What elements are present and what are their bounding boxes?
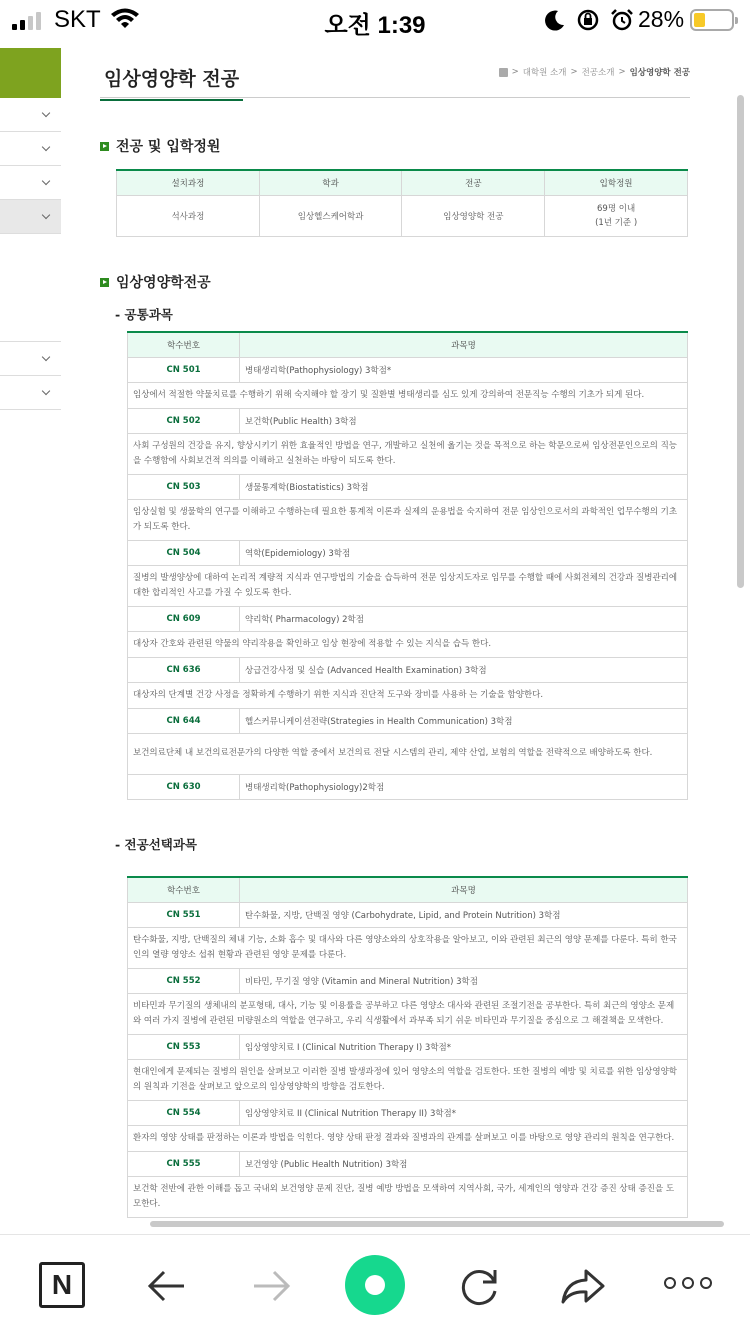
course-code: CN 502: [128, 408, 240, 433]
green-dot-button[interactable]: [345, 1255, 405, 1315]
course-row: [128, 357, 688, 382]
battery-icon: [690, 9, 734, 31]
course-name: 비타민, 무기질 영양 (Vitamin and Mineral Nutrition) 3학점: [240, 968, 688, 993]
course-description-row: [128, 1125, 688, 1151]
course-code: CN 553: [128, 1034, 240, 1059]
section-title-major: 임상영양학전공: [100, 272, 211, 292]
course-code: CN 644: [128, 708, 240, 733]
course-row: [128, 606, 688, 631]
course-row: [128, 408, 688, 433]
course-description: 사회 구성원의 건강을 유지, 향상시키기 위한 효율적인 방법을 연구, 개발하고 실천에 옮기는 것을 목적으로 하는 학문으로써 임상전문인으로의 직능을 수행함에 사회보건적 의의를 이해하고 실천하는 바탕이 되도록 한다.: [128, 433, 688, 474]
table-cell: 임상영양학 전공: [402, 195, 545, 236]
bullet-arrow-icon: [100, 278, 109, 287]
chevron-down-icon: [42, 143, 50, 151]
page-header: [100, 48, 690, 98]
course-row: [128, 708, 688, 733]
course-code: CN 501: [128, 357, 240, 382]
course-description-row: [128, 733, 688, 774]
subsection-title-common: - 공통과목: [115, 307, 173, 322]
course-description: 보건학 전반에 관한 이해를 돕고 국내외 보건영양 문제 진단, 질병 예방 방법을 모색하여 지역사회, 국가, 세계인의 영양과 건강 증진 상태 증진을 도모한다.: [128, 1176, 688, 1217]
bullet-arrow-icon: [100, 142, 109, 151]
refresh-icon[interactable]: [454, 1261, 504, 1311]
table-header: 설치과정: [117, 170, 260, 195]
course-description-row: [128, 433, 688, 474]
chevron-down-icon: [42, 387, 50, 395]
course-description: 탄수화물, 지방, 단백질의 체내 기능, 소화 흡수 및 대사와 다른 영양소와의 상호작용을 알아보고, 이와 관련된 최근의 영양 문제를 다룬다. 특히 한국인의 열량 영양소 섭취 현황과 관련된 영양 문제를 다룬다.: [128, 927, 688, 968]
horizontal-scrollbar[interactable]: [150, 1221, 724, 1227]
course-code: CN 609: [128, 606, 240, 631]
sidebar-header: [0, 48, 61, 98]
course-code: CN 552: [128, 968, 240, 993]
sidebar-item-2[interactable]: [0, 132, 61, 166]
table-cell: 임상헬스케어학과: [259, 195, 402, 236]
breadcrumb-item[interactable]: 대학원 소개: [522, 68, 567, 78]
table-cell: 석사과정: [117, 195, 260, 236]
chevron-down-icon: [42, 211, 50, 219]
course-name: 약리학( Pharmacology) 2학점: [240, 606, 688, 631]
chevron-down-icon: [42, 177, 50, 185]
elective-courses-table: [127, 876, 688, 1218]
table-header: 과목명: [240, 877, 688, 902]
course-row: [128, 1034, 688, 1059]
alarm-clock-icon: [610, 8, 634, 32]
course-code: CN 551: [128, 902, 240, 927]
subsection-title-elective: - 전공선택과목: [115, 837, 197, 852]
vertical-scrollbar[interactable]: [737, 95, 744, 588]
status-bar: [0, 0, 750, 40]
course-row: [128, 902, 688, 927]
do-not-disturb-moon-icon: [544, 8, 566, 32]
battery-level-fill: [694, 13, 705, 27]
sidebar-item-5[interactable]: [0, 342, 61, 376]
table-header: 학과: [259, 170, 402, 195]
carrier-name: SKT: [54, 6, 101, 33]
back-arrow-icon[interactable]: [142, 1261, 192, 1311]
course-description-row: [128, 682, 688, 708]
course-description: 대상자 간호와 관련된 약물의 약리작용을 확인하고 임상 현장에 적용할 수 있는 지식을 습득 한다.: [128, 631, 688, 657]
course-description: 현대인에게 문제되는 질병의 원인을 살펴보고 이러한 질병 발생과정에 있어 영양소의 역할을 검토한다. 또한 질병의 예방 및 치료를 위한 임상영양학의 원칙과 기전을 살펴보고 앞으로의 임상영양학의 방향을 검토한다.: [128, 1059, 688, 1100]
course-description-row: [128, 631, 688, 657]
course-description: 보건의료단체 내 보건의료전문가의 다양한 역할 중에서 보건의료 전달 시스템의 관리, 제약 산업, 보험의 역할을 전략적으로 배양하도록 한다.: [128, 733, 688, 774]
course-name: 탄수화물, 지방, 단백질 영양 (Carbohydrate, Lipid, and Protein Nutrition) 3학점: [240, 902, 688, 927]
course-row: [128, 1151, 688, 1176]
course-description-row: [128, 1059, 688, 1100]
breadcrumb: > 대학원 소개 > 전공소개 > 임상영양학 전공: [499, 66, 690, 78]
course-description-row: [128, 993, 688, 1034]
naver-home-button[interactable]: N: [39, 1262, 85, 1308]
course-name: 보건학(Public Health) 3학점: [240, 408, 688, 433]
course-row: [128, 540, 688, 565]
sidebar-submenu-area: [0, 234, 61, 342]
status-time: 오전 1:39: [324, 12, 426, 39]
table-cell-quota: 69명 이내 (1년 기준 ): [545, 195, 688, 236]
course-row: [128, 474, 688, 499]
course-code: CN 554: [128, 1100, 240, 1125]
course-code: CN 630: [128, 774, 240, 799]
course-row: [128, 657, 688, 682]
table-header: 전공: [402, 170, 545, 195]
course-description: 대상자의 단계별 건강 사정을 정확하게 수행하기 위한 지식과 진단적 도구와 장비를 사용하 는 기술을 함양한다.: [128, 682, 688, 708]
course-description: 환자의 영양 상태를 판정하는 이론과 방법을 익힌다. 영양 상태 판정 결과와 질병과의 관계를 살펴보고 이를 바탕으로 영양 관리의 원칙을 연구한다.: [128, 1125, 688, 1151]
course-name: 병태생리학(Pathophysiology)2학점: [240, 774, 688, 799]
course-name: 보건영양 (Public Health Nutrition) 3학점: [240, 1151, 688, 1176]
course-code: CN 636: [128, 657, 240, 682]
main-content: [100, 48, 690, 1209]
table-header: 입학정원: [545, 170, 688, 195]
sidebar-item-4[interactable]: [0, 200, 61, 234]
course-description-row: [128, 565, 688, 606]
sidebar-item-1[interactable]: [0, 98, 61, 132]
course-description: 질병의 발생양상에 대하여 논리적 계량적 지식과 연구방법의 기술을 습득하여 전문 임상지도자로 임무를 수행할 때에 사회전체의 건강과 질병관리에 대한 합리적인 사고를 가질 수 있도록 한다.: [128, 565, 688, 606]
page-title: 임상영양학 전공: [100, 64, 243, 101]
course-name: 임상영양치료 II (Clinical Nutrition Therapy II) 3학점*: [240, 1100, 688, 1125]
orientation-lock-icon: [576, 8, 600, 32]
chevron-down-icon: [42, 109, 50, 117]
course-name: 임상영양치료 I (Clinical Nutrition Therapy I) 3학점*: [240, 1034, 688, 1059]
table-header: 학수번호: [128, 877, 240, 902]
course-description: 임상실험 및 생물학의 연구를 이해하고 수행하는데 필요한 통계적 이론과 실제의 운용법을 숙지하여 전문 임상인으로서의 과학적인 업무수행의 기초가 되도록 한다.: [128, 499, 688, 540]
course-code: CN 504: [128, 540, 240, 565]
course-name: 병태생리학(Pathophysiology) 3학점*: [240, 357, 688, 382]
quota-table: [116, 169, 688, 237]
left-sidebar: [0, 48, 61, 410]
home-icon[interactable]: [499, 68, 508, 77]
course-row: [128, 1100, 688, 1125]
more-options-icon[interactable]: [664, 1277, 712, 1289]
course-name: 헬스커뮤니케이션전략(Strategies in Health Communication) 3학점: [240, 708, 688, 733]
course-name: 생물통계학(Biostatistics) 3학점: [240, 474, 688, 499]
browser-bottom-bar: [0, 1234, 750, 1334]
course-description: 비타민과 무기질의 생체내의 분포형태, 대사, 기능 및 이용률을 공부하고 다른 영양소 대사와 관련된 조절기전을 공부한다. 특히 최근의 영양소 문제와 여러 가지 질병에 관련된 미량원소의 역할을 연구하고, 우리 식생활에서 과부족 되기 쉬운 비타민과 무기질을 중심으로 그 해결책을 모색한다.: [128, 993, 688, 1034]
section-title-quota: 전공 및 입학정원: [100, 136, 220, 156]
breadcrumb-current: 임상영양학 전공: [629, 68, 690, 78]
course-description-row: [128, 1176, 688, 1217]
course-description-row: [128, 927, 688, 968]
course-description-row: [128, 382, 688, 408]
breadcrumb-item[interactable]: 전공소개: [581, 68, 615, 78]
course-name: 역학(Epidemiology) 3학점: [240, 540, 688, 565]
course-row: [128, 774, 688, 799]
battery-percent: 28%: [638, 6, 685, 32]
course-description: 임상에서 적절한 약물치료를 수행하기 위해 숙지해야 할 장기 및 질환별 병태생리를 심도 있게 강의하여 전문직능 수행의 기초가 되게 된다.: [128, 382, 688, 408]
course-code: CN 503: [128, 474, 240, 499]
forward-arrow-icon[interactable]: [246, 1261, 296, 1311]
course-row: [128, 968, 688, 993]
course-name: 상급건강사정 및 실습 (Advanced Health Examination) 3학점: [240, 657, 688, 682]
common-courses-table: [127, 331, 688, 800]
sidebar-item-6[interactable]: [0, 376, 61, 410]
chevron-down-icon: [42, 353, 50, 361]
course-code: CN 555: [128, 1151, 240, 1176]
share-arrow-icon[interactable]: [558, 1261, 608, 1311]
table-header: 과목명: [240, 332, 688, 357]
course-description-row: [128, 499, 688, 540]
table-header: 학수번호: [128, 332, 240, 357]
sidebar-item-3[interactable]: [0, 166, 61, 200]
